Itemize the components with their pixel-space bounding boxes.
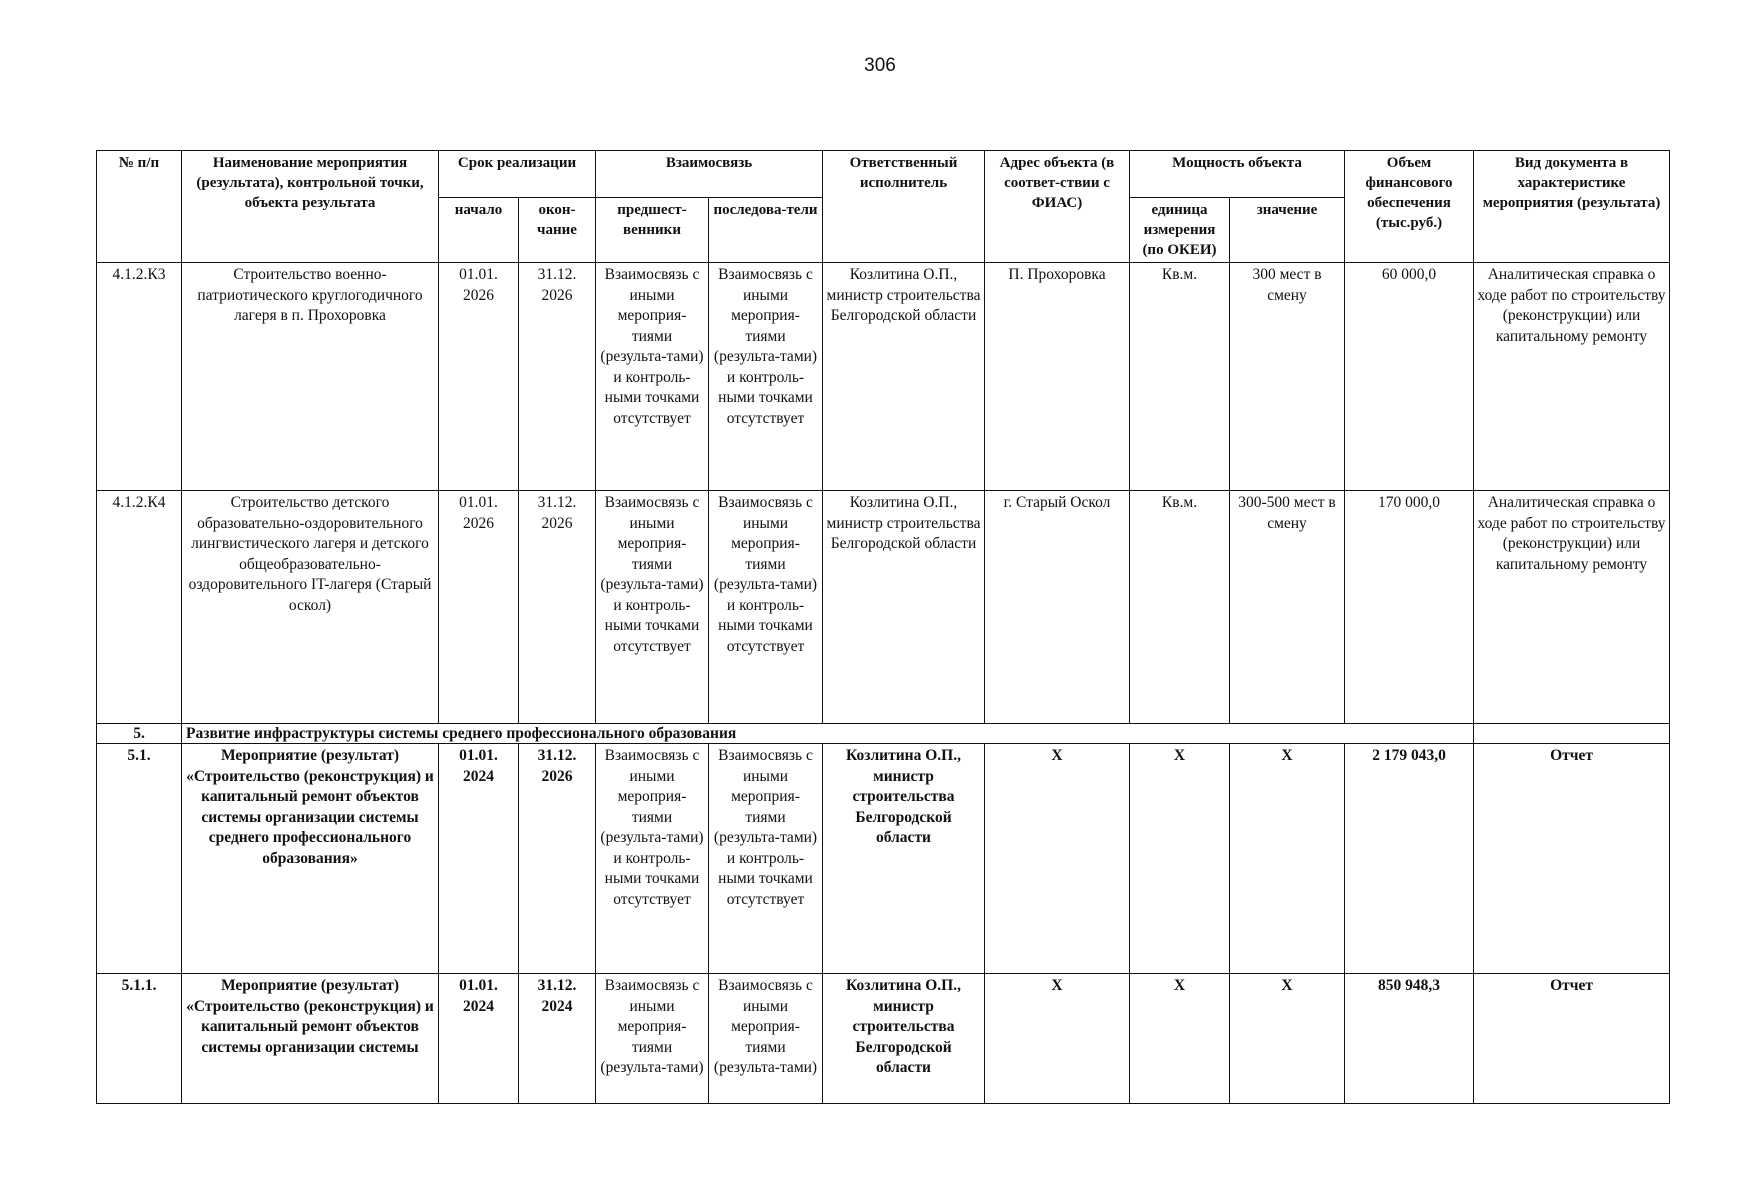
- header-responsible: Ответственный исполнитель: [823, 151, 985, 263]
- cell-finance: 60 000,0: [1345, 263, 1474, 491]
- cell-start: 01.01. 2024: [439, 744, 519, 974]
- header-name: Наименование мероприятия (результата), контрольной точки, объекта результата: [182, 151, 439, 263]
- cell-finance: 850 948,3: [1345, 974, 1474, 1104]
- cell-responsible: Козлитина О.П., министр строительства Белгородской области: [823, 263, 985, 491]
- header-link-pred: предшест-венники: [596, 198, 709, 263]
- cell-pred: Взаимосвязь с иными мероприя-тиями (результа-тами) и контроль-ными точками отсутствует: [596, 263, 709, 491]
- cell-responsible: Козлитина О.П., министр строительства Белгородской области: [823, 744, 985, 974]
- cell-next: Взаимосвязь с иными мероприя-тиями (результа-тами) и контроль-ными точками отсутствует: [709, 491, 823, 724]
- cell-start: 01.01. 2024: [439, 974, 519, 1104]
- cell-end: 31.12. 2026: [519, 263, 596, 491]
- header-finance: Объем финансового обеспечения (тыс.руб.): [1345, 151, 1474, 263]
- cell-pred: Взаимосвязь с иными мероприя-тиями (результа-тами): [596, 974, 709, 1104]
- header-link-next: последова-тели: [709, 198, 823, 263]
- cell-responsible: Козлитина О.П., министр строительства Белгородской области: [823, 974, 985, 1104]
- cell-end: 31.12. 2024: [519, 974, 596, 1104]
- cell-value: 300 мест в смену: [1230, 263, 1345, 491]
- cell-name: Строительство детского образовательно-оздоровительного лингвистического лагеря и детского общеобразовательно-оздоровительного IT-лагеря (Старый оскол): [182, 491, 439, 724]
- cell-end: 31.12. 2026: [519, 744, 596, 974]
- header-link: Взаимосвязь: [596, 151, 823, 198]
- table-row: [97, 491, 1670, 724]
- cell-num: 5.: [97, 724, 182, 744]
- cell-name: Мероприятие (результат) «Строительство (реконструкция) и капитальный ремонт объектов системы организации системы: [182, 974, 439, 1104]
- cell-value: Х: [1230, 744, 1345, 974]
- cell-next: Взаимосвязь с иными мероприя-тиями (результа-тами): [709, 974, 823, 1104]
- header-doc-type: Вид документа в характеристике мероприятия (результата): [1474, 151, 1670, 263]
- cell-num: 5.1.: [97, 744, 182, 974]
- cell-doc-type: Отчет: [1474, 974, 1670, 1104]
- header-capacity: Мощность объекта: [1130, 151, 1345, 198]
- cell-address: г. Старый Оскол: [985, 491, 1130, 724]
- cell-unit: Кв.м.: [1130, 263, 1230, 491]
- cell-address: П. Прохоровка: [985, 263, 1130, 491]
- cell-name: Мероприятие (результат) «Строительство (реконструкция) и капитальный ремонт объектов системы организации системы среднего профессионального образования»: [182, 744, 439, 974]
- cell-next: Взаимосвязь с иными мероприя-тиями (результа-тами) и контроль-ными точками отсутствует: [709, 263, 823, 491]
- cell-name: Строительство военно-патриотического круглогодичного лагеря в п. Прохоровка: [182, 263, 439, 491]
- cell-num: 5.1.1.: [97, 974, 182, 1104]
- cell-unit: Х: [1130, 744, 1230, 974]
- header-term-start: начало: [439, 198, 519, 263]
- cell-empty: [1474, 724, 1670, 744]
- header-address: Адрес объекта (в соответ-ствии с ФИАС): [985, 151, 1130, 263]
- cell-start: 01.01. 2026: [439, 263, 519, 491]
- header-term-end: окон-чание: [519, 198, 596, 263]
- cell-next: Взаимосвязь с иными мероприя-тиями (результа-тами) и контроль-ными точками отсутствует: [709, 744, 823, 974]
- cell-unit: Х: [1130, 974, 1230, 1104]
- header-cap-value: значение: [1230, 198, 1345, 263]
- table-row: [97, 263, 1670, 491]
- cell-pred: Взаимосвязь с иными мероприя-тиями (результа-тами) и контроль-ными точками отсутствует: [596, 744, 709, 974]
- cell-address: Х: [985, 744, 1130, 974]
- section-row: [97, 724, 1670, 744]
- cell-doc-type: Отчет: [1474, 744, 1670, 974]
- table-row: [97, 744, 1670, 974]
- cell-finance: 170 000,0: [1345, 491, 1474, 724]
- cell-end: 31.12. 2026: [519, 491, 596, 724]
- header-num: № п/п: [97, 151, 182, 263]
- cell-finance: 2 179 043,0: [1345, 744, 1474, 974]
- activities-table: [96, 150, 1670, 1104]
- cell-value: 300-500 мест в смену: [1230, 491, 1345, 724]
- cell-responsible: Козлитина О.П., министр строительства Белгородской области: [823, 491, 985, 724]
- table-row: [97, 974, 1670, 1104]
- cell-address: Х: [985, 974, 1130, 1104]
- cell-doc-type: Аналитическая справка о ходе работ по строительству (реконструкции) или капитальному ремонту: [1474, 263, 1670, 491]
- cell-doc-type: Аналитическая справка о ходе работ по строительству (реконструкции) или капитальному ремонту: [1474, 491, 1670, 724]
- cell-pred: Взаимосвязь с иными мероприя-тиями (результа-тами) и контроль-ными точками отсутствует: [596, 491, 709, 724]
- section-title: Развитие инфраструктуры системы среднего профессионального образования: [182, 724, 1474, 744]
- cell-value: Х: [1230, 974, 1345, 1104]
- cell-start: 01.01. 2026: [439, 491, 519, 724]
- page-number: 306: [864, 55, 896, 76]
- header-cap-unit: единица измерения (по ОКЕИ): [1130, 198, 1230, 263]
- cell-unit: Кв.м.: [1130, 491, 1230, 724]
- cell-num: 4.1.2.К3: [97, 263, 182, 491]
- cell-num: 4.1.2.К4: [97, 491, 182, 724]
- header-term: Срок реализации: [439, 151, 596, 198]
